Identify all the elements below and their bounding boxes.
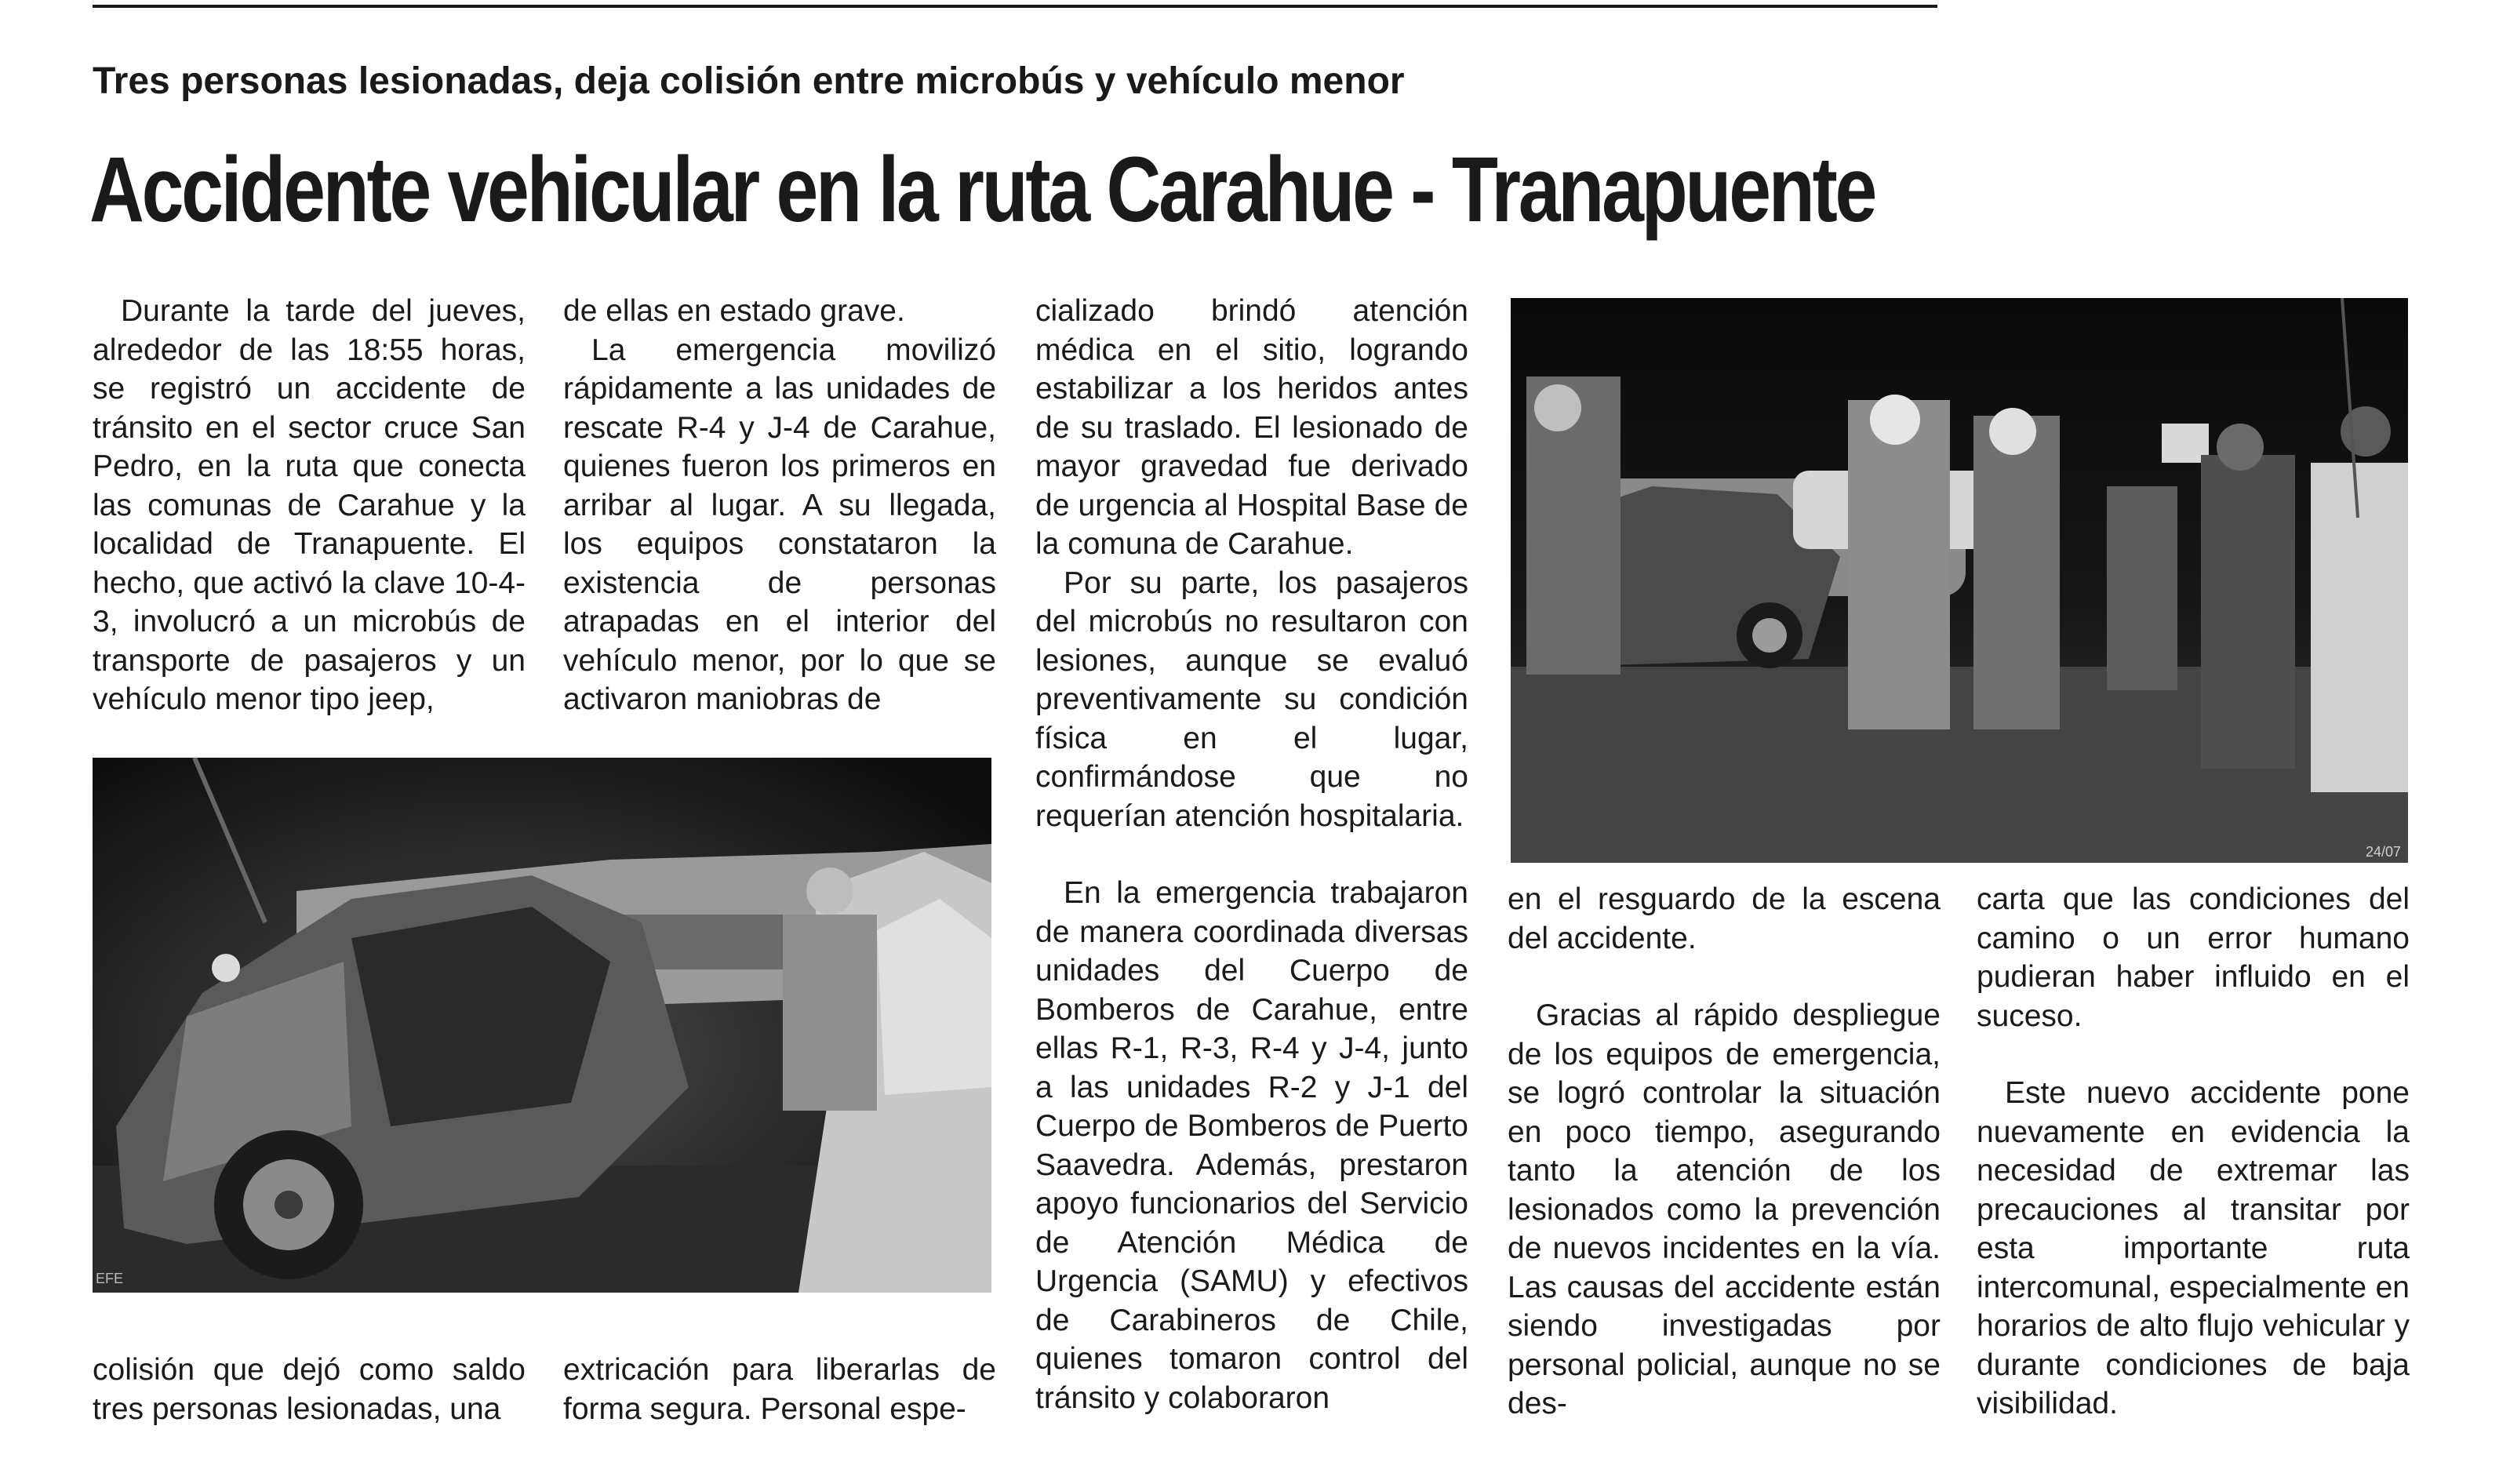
- paragraph: En la emergencia trabajaron de manera coordinada diversas unidades del Cuerpo de Bomberos de Carahue, entre ellas R-1, R-3, R-4 y J-4, junto a las unidades R-2 y J-1 del Cuerpo de Bomberos de Puerto Saavedra. Además, prestaron apoyo funcionarios del Servicio de Atención Médica de Urgencia (SAMU) y efectivos de Carabineros de Chile, quienes tomaron control del tránsito y colaboraron: [1035, 876, 1468, 1415]
- paragraph: Durante la tarde del jueves, alrededor de las 18:55 horas, se registró un accidente de tránsito en el sector cruce San Pedro, en la ruta que conecta las comunas de Carahue y la localidad de Tranapuente. El hecho, que activó la clave 10-4-3, involucró a un microbús de transporte de pasajeros y un vehículo menor tipo jeep,: [93, 294, 526, 716]
- rescue-photo-image: [1511, 298, 2408, 863]
- column-2-bottom: [563, 1351, 996, 1428]
- column-2-top: [563, 292, 996, 719]
- paragraph: extricación para liberarlas de forma segura. Personal espe-: [563, 1353, 996, 1426]
- crash-photo: [93, 758, 991, 1293]
- paragraph: Este nuevo accidente pone nuevamente en evidencia la necesidad de extremar las precauciones al transitar por esta importante ruta intercomunal, especialmente en horarios de alto flujo vehicular y durante condiciones de baja visibilidad.: [1977, 1076, 2410, 1420]
- paragraph: cializado brindó atención médica en el sitio, logrando estabilizar a los heridos antes de su traslado. El lesionado de mayor gravedad fue derivado de urgencia al Hospital Base de la comuna de Carahue.: [1035, 294, 1468, 561]
- rescue-photo: [1511, 298, 2408, 863]
- column-1-bottom: [93, 1351, 526, 1428]
- column-3: [1035, 292, 1468, 1417]
- paragraph: en el resguardo de la escena del accidente.: [1508, 882, 1941, 955]
- column-4: [1508, 880, 1941, 1424]
- paragraph: carta que las condiciones del camino o un error humano pudieran haber influido en el suceso.: [1977, 882, 2410, 1033]
- paragraph: colisión que dejó como saldo tres personas lesionadas, una: [93, 1353, 526, 1426]
- paragraph: de ellas en estado grave.: [563, 294, 905, 328]
- column-5: [1977, 880, 2410, 1424]
- paragraph: Por su parte, los pasajeros del microbús no resultaron con lesiones, aunque se evaluó preventivamente su condición física en el lugar, confirmándose que no requerían atención hospitalaria.: [1035, 566, 1468, 833]
- rescue-photo-stamp: 24/07: [2366, 844, 2402, 860]
- paragraph: La emergencia movilizó rápidamente a las unidades de rescate R-4 y J-4 de Carahue, quienes fueron los primeros en arribar al lugar. A su llegada, los equipos constataron la existencia de personas atrapadas en el interior del vehículo menor, por lo que se activaron maniobras de: [563, 333, 996, 716]
- crash-photo-image: [93, 758, 991, 1293]
- article-kicker: Tres personas lesionadas, deja colisión entre microbús y vehículo menor: [93, 60, 1405, 102]
- top-rule: [93, 5, 1937, 8]
- paragraph: Gracias al rápido despliegue de los equipos de emergencia, se logró controlar la situación en poco tiempo, asegurando tanto la atención de los lesionados como la prevención de nuevos incidentes en la vía. Las causas del accidente están siendo investigadas por personal policial, aunque no se des-: [1508, 998, 1941, 1420]
- column-1-top: [93, 292, 526, 719]
- crash-photo-stamp: EFE: [96, 1271, 124, 1286]
- article-headline: Accidente vehicular en la ruta Carahue - Tranapuente: [89, 138, 1875, 242]
